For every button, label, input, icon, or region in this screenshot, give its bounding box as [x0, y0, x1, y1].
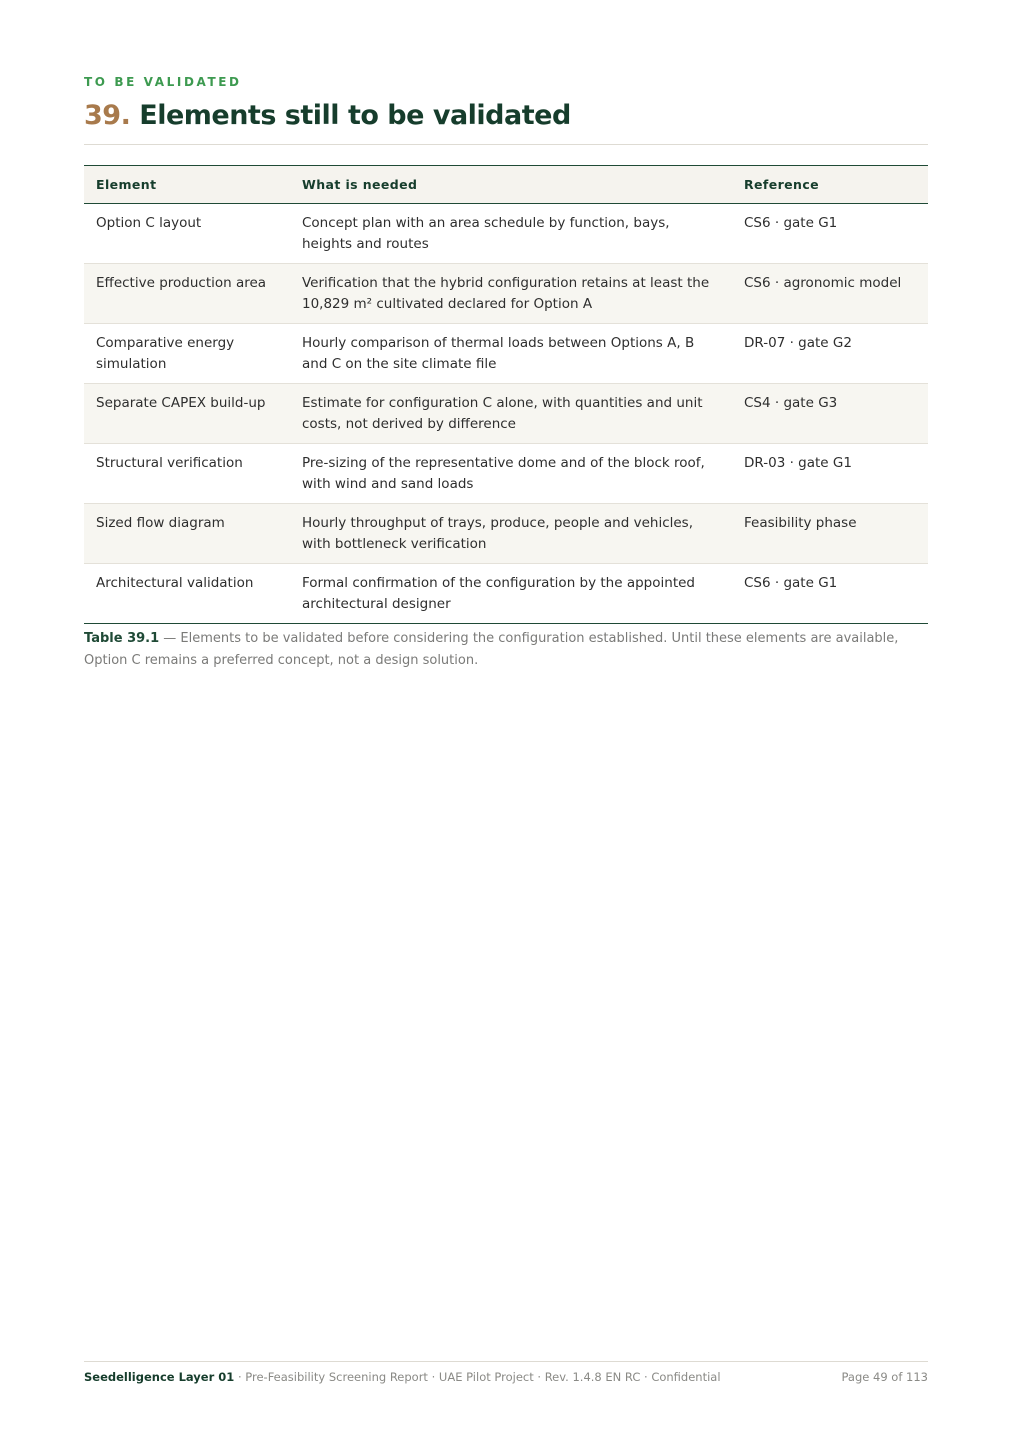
caption-text: — Elements to be validated before considering the configuration established. Until these elements are available, Option C remains a preferred concept, not a design solution.	[84, 631, 899, 668]
table-row	[84, 444, 928, 504]
cell-element: Sized flow diagram	[96, 515, 225, 531]
caption-label: Table 39.1	[84, 631, 160, 646]
cell-reference: DR-03 · gate G1	[744, 455, 852, 471]
page-footer	[84, 1370, 928, 1384]
table-row	[84, 504, 928, 564]
footer-meta: · Pre-Feasibility Screening Report · UAE Pilot Project · Rev. 1.4.8 EN RC · Confidential	[234, 1370, 721, 1384]
table-header-row	[84, 166, 928, 204]
document-page	[84, 0, 928, 1432]
column-header-element: Element	[96, 177, 157, 192]
cell-reference: CS4 · gate G3	[744, 395, 838, 411]
validation-table	[84, 165, 928, 624]
cell-element: Option C layout	[96, 215, 202, 231]
page-number: Page 49 of 113	[841, 1370, 928, 1384]
table-row	[84, 204, 928, 264]
table-caption	[84, 628, 928, 672]
cell-what-is-needed: Pre-sizing of the representative dome and of the block roof, with wind and sand loads	[302, 455, 705, 492]
table-row	[84, 564, 928, 624]
cell-what-is-needed: Hourly throughput of trays, produce, people and vehicles, with bottleneck verification	[302, 515, 693, 552]
cell-element: Separate CAPEX build-up	[96, 395, 266, 411]
cell-reference: Feasibility phase	[744, 515, 857, 531]
cell-element: Effective production area	[96, 275, 267, 291]
cell-reference: CS6 · agronomic model	[744, 275, 902, 291]
cell-reference: DR-07 · gate G2	[744, 335, 852, 351]
section-title: Elements still to be validated	[139, 100, 571, 131]
cell-element: Architectural validation	[96, 575, 254, 591]
cell-element: Structural verification	[96, 455, 243, 471]
column-header-reference: Reference	[744, 177, 820, 192]
footer-divider	[84, 1361, 928, 1362]
cell-reference: CS6 · gate G1	[744, 575, 838, 591]
table-row	[84, 264, 928, 324]
section-kicker: TO BE VALIDATED	[84, 75, 242, 89]
cell-reference: CS6 · gate G1	[744, 215, 838, 231]
page-title	[84, 100, 571, 131]
title-divider	[84, 144, 928, 145]
section-number: 39.	[84, 100, 131, 131]
footer-brand: Seedelligence Layer 01	[84, 1370, 235, 1384]
table-row	[84, 384, 928, 444]
cell-what-is-needed: Verification that the hybrid configuration retains at least the 10,829 m² cultivated declared for Option A	[302, 275, 710, 312]
column-header-what-is-needed: What is needed	[302, 177, 418, 192]
table-row	[84, 324, 928, 384]
cell-what-is-needed: Hourly comparison of thermal loads between Options A, B and C on the site climate file	[302, 335, 695, 372]
cell-what-is-needed: Concept plan with an area schedule by function, bays, heights and routes	[302, 215, 670, 252]
cell-what-is-needed: Formal confirmation of the configuration by the appointed architectural designer	[302, 575, 695, 612]
cell-element: Comparative energy simulation	[96, 335, 235, 372]
cell-what-is-needed: Estimate for configuration C alone, with quantities and unit costs, not derived by difference	[302, 395, 703, 432]
